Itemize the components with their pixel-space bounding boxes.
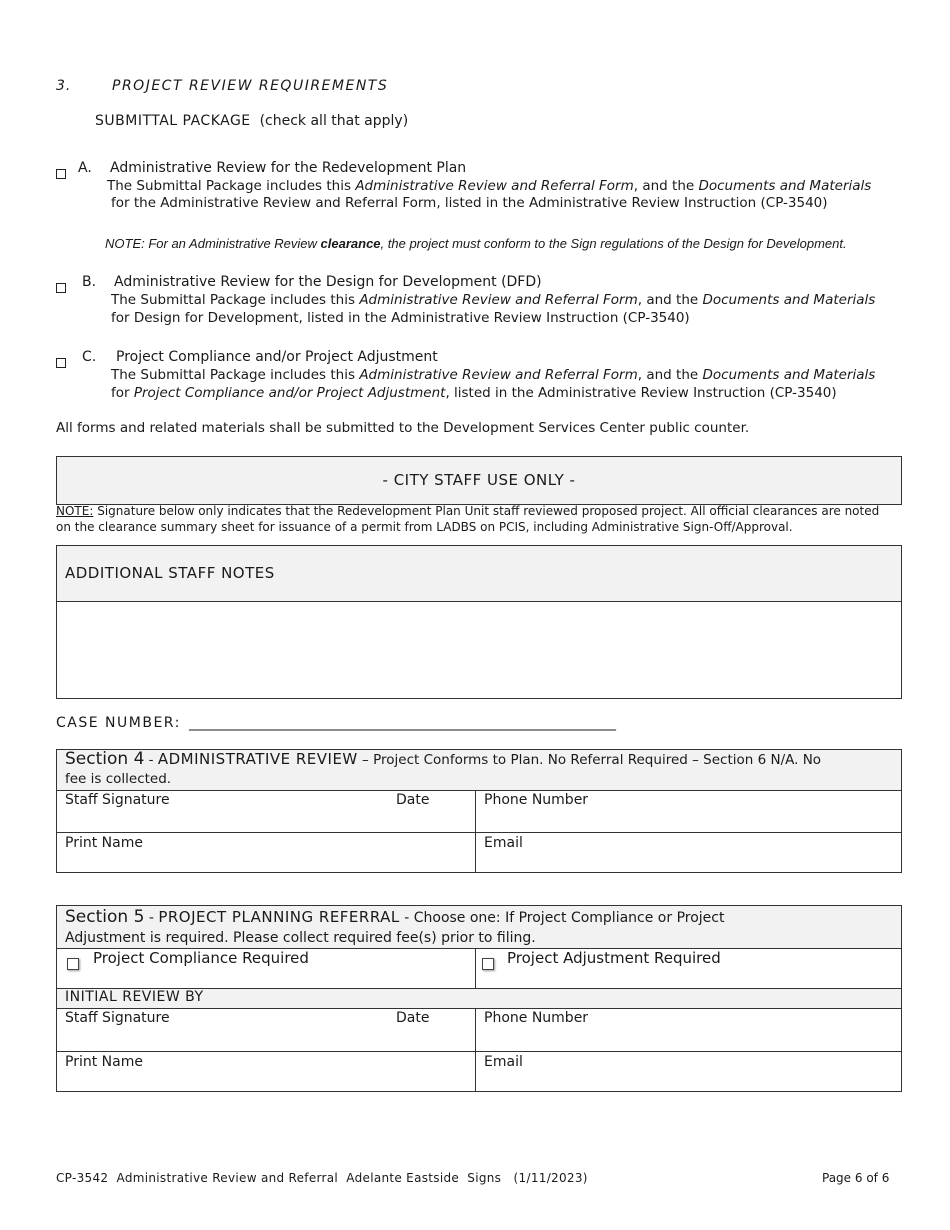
case-number-label: CASE NUMBER: [56, 715, 181, 731]
section-4-label: Section 4 [65, 749, 145, 769]
option-b-letter: B. [82, 274, 97, 290]
submittal-package-label: SUBMITTAL PACKAGE [95, 113, 251, 129]
case-number-field[interactable]: _____________________________________________________________ [189, 715, 616, 731]
option-c-line2-italic: Project Compliance and/or Project Adjustment [133, 385, 446, 401]
section-5-header [57, 906, 901, 949]
additional-notes-box [56, 545, 902, 699]
submittal-package-hint: (check all that apply) [259, 113, 409, 129]
section-5-label: Section 5 [65, 907, 145, 927]
option-c-line1-docs: Documents and Materials [702, 367, 876, 383]
option-b-line1 [111, 292, 875, 308]
adjustment-checkbox[interactable] [482, 955, 494, 974]
signature-note-label: NOTE: [56, 504, 94, 518]
section-5-table [56, 905, 902, 1092]
staff-use-title: - CITY STAFF USE ONLY - [382, 471, 576, 489]
option-a-checkbox[interactable] [56, 164, 66, 183]
option-c-title: Project Compliance and/or Project Adjustment [116, 349, 438, 365]
section-5-header-text [65, 907, 895, 948]
option-a-line1-mid: , and the [633, 178, 699, 194]
option-b-line1-mid: , and the [637, 292, 703, 308]
section-5-print-name-label: Print Name [65, 1054, 143, 1070]
footer-form-id: CP-3542 Administrative Review and Referral Adelante Eastside Signs (1/11/2023) [56, 1171, 588, 1185]
section-4-divider [475, 790, 476, 872]
section-4-title: ADMINISTRATIVE REVIEW [157, 750, 358, 768]
option-c-line1 [111, 367, 875, 383]
option-b-title: Administrative Review for the Design for Development (DFD) [114, 274, 542, 290]
section-3-number: 3. [56, 78, 72, 94]
option-a-line1-docs: Documents and Materials [698, 178, 872, 194]
section-5-row2-divider [57, 1008, 901, 1009]
adjustment-label: Project Adjustment Required [507, 949, 721, 967]
option-c-checkbox[interactable] [56, 353, 66, 372]
section-4-header-text [65, 750, 895, 789]
section-4-dash: - [144, 752, 158, 768]
option-c-line1-mid: , and the [637, 367, 703, 383]
additional-notes-header [57, 546, 901, 602]
section-4-phone-label: Phone Number [484, 792, 589, 808]
option-a-line1 [107, 178, 871, 194]
option-a-line2: for the Administrative Review and Referral Form, listed in the Administrative Review Instruction (CP-3540) [111, 195, 828, 211]
option-b-line1-form: Administrative Review and Referral Form [359, 292, 638, 308]
additional-notes-field[interactable] [57, 602, 901, 698]
section-4-print-name-label: Print Name [65, 835, 143, 851]
signature-note-line2: on the clearance summary sheet for issuance of a permit from LADBS on PCIS, including Administrative Sign-Off/Approval. [56, 520, 793, 534]
section-4-row-divider [57, 832, 901, 833]
section-5-phone-label: Phone Number [484, 1010, 589, 1026]
section-5-initial-review-row [57, 989, 901, 1008]
option-b-line2: for Design for Development, listed in the Administrative Review Instruction (CP-3540) [111, 310, 690, 326]
section-4-table [56, 749, 902, 873]
option-b-line1-docs: Documents and Materials [702, 292, 876, 308]
compliance-label: Project Compliance Required [93, 949, 309, 967]
section-4-date-label: Date [396, 792, 430, 808]
footer-page-number: Page 6 of 6 [822, 1171, 890, 1185]
section-5-desc2: Adjustment is required. Please collect required fee(s) prior to filing. [65, 930, 536, 946]
section-4-header [57, 750, 901, 791]
compliance-checkbox[interactable] [67, 955, 79, 974]
option-c-line2-pre: for [111, 385, 134, 401]
staff-use-banner [56, 456, 902, 505]
all-forms-statement: All forms and related materials shall be submitted to the Development Services Center public counter. [56, 420, 750, 436]
section-4-staff-signature-label: Staff Signature [65, 792, 170, 808]
section-5-divider-top [475, 948, 476, 988]
submittal-package-heading [95, 113, 408, 129]
option-c-line1-pre: The Submittal Package includes this [111, 367, 360, 383]
option-a-note-post: , the project must conform to the Sign regulations of the Design for Development. [380, 236, 847, 251]
option-a-line1-pre: The Submittal Package includes this [107, 178, 356, 194]
option-a-note [105, 236, 847, 251]
option-b-line1-pre: The Submittal Package includes this [111, 292, 360, 308]
section-4-email-label: Email [484, 835, 523, 851]
option-a-line1-form: Administrative Review and Referral Form [355, 178, 634, 194]
option-c-letter: C. [82, 349, 97, 365]
section-5-desc1: - Choose one: If Project Compliance or Project [399, 910, 725, 926]
section-4-desc2: fee is collected. [65, 771, 172, 787]
section-5-row3-divider [57, 1051, 901, 1052]
option-c-line2 [111, 385, 837, 401]
option-c-line1-form: Administrative Review and Referral Form [359, 367, 638, 383]
section-5-email-label: Email [484, 1054, 523, 1070]
section-5-dash: - [144, 910, 159, 926]
option-a-title: Administrative Review for the Redevelopment Plan [110, 160, 467, 176]
option-a-letter: A. [78, 160, 92, 176]
section-5-divider-bottom [475, 1008, 476, 1091]
signature-note-text1: Signature below only indicates that the Redevelopment Plan Unit staff reviewed proposed project. All official clearances are noted [93, 504, 880, 518]
section-5-initial-review-label: INITIAL REVIEW BY [65, 989, 204, 1005]
signature-note-line1 [56, 504, 879, 518]
section-4-desc1: – Project Conforms to Plan. No Referral Required – Section 6 N/A. No [357, 752, 822, 768]
section-5-staff-signature-label: Staff Signature [65, 1010, 170, 1026]
section-3-title: PROJECT REVIEW REQUIREMENTS [112, 78, 389, 94]
option-c-line2-post: , listed in the Administrative Review Instruction (CP-3540) [445, 385, 837, 401]
option-a-note-bold: clearance [320, 236, 381, 251]
section-5-date-label: Date [396, 1010, 430, 1026]
additional-notes-title: ADDITIONAL STAFF NOTES [65, 564, 275, 582]
section-5-title: PROJECT PLANNING REFERRAL [158, 908, 400, 926]
option-a-note-pre: NOTE: For an Administrative Review [105, 236, 321, 251]
option-b-checkbox[interactable] [56, 278, 66, 297]
